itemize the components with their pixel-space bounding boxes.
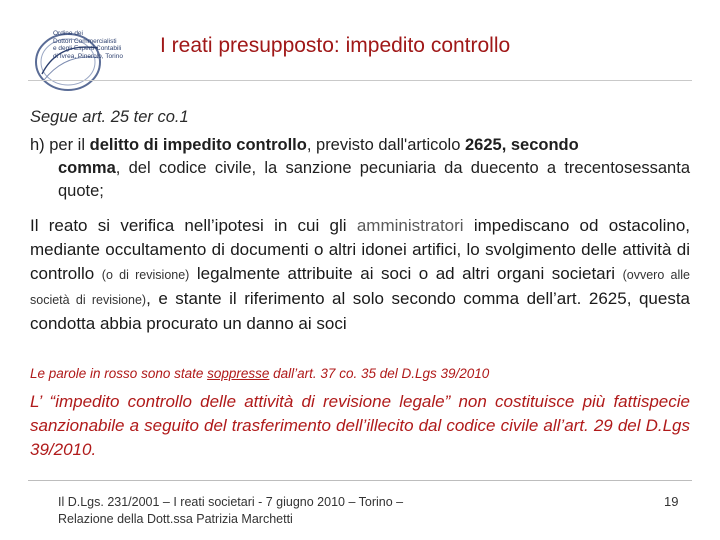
main-text-1: Il reato si verifica nell’ipotesi in cui gli: [30, 216, 357, 235]
logo-text: [53, 30, 153, 60]
red-paragraph: [30, 390, 690, 462]
note-before: Le parole in rosso sono state: [30, 366, 208, 381]
main-text-2: impediscano od ostacolino, mediante occultamento di documenti o altri idonei artifici, lo svolgimento delle attività di controllo: [30, 216, 690, 283]
footer-line-1: Il D.Lgs. 231/2001 – I reati societari - 7 giugno 2010 – Torino –: [58, 495, 404, 509]
main-paragraph: [30, 214, 690, 336]
item-h-bold-comma: comma: [58, 159, 116, 177]
item-h-rest: , del codice civile, la sanzione pecuniaria da duecento a trecentosessanta quote;: [58, 159, 690, 200]
item-h-bold-offense: delitto di impedito controllo: [89, 136, 307, 154]
main-aside-2: (ovvero alle società di revisione): [30, 268, 690, 307]
item-h-mid: , previsto dall'articolo: [306, 136, 465, 154]
main-text-3: legalmente attribuite ai soci o ad altri organi societari: [189, 264, 623, 283]
title-divider: [28, 80, 692, 81]
note-underlined: soppresse: [207, 366, 270, 381]
slide-title: I reati presupposto: impedito controllo: [160, 34, 511, 57]
logo-line: Ordine dei: [53, 30, 83, 37]
item-h-first-line: [30, 134, 690, 157]
logo-line: e degli Esperti Contabili: [53, 45, 122, 53]
subtitle: Segue art. 25 ter co.1: [30, 108, 189, 126]
footer: [58, 494, 403, 528]
item-h-prefix: h) per il: [30, 136, 90, 154]
footer-line-2: Relazione della Dott.ssa Patrizia Marchetti: [58, 512, 293, 526]
red-paragraph-text: L’ “impedito controllo delle attività di revisione legale” non costituisce più fattispecie sanzionabile a seguito del trasferimento dell’illecito dal codice civile all’art. 29 del D.Lgs 39/2010.: [30, 392, 690, 459]
page-number: 19: [664, 494, 679, 509]
main-aside-1: (o di revisione): [101, 268, 190, 282]
note-after: dall’art. 37 co. 35 del D.Lgs 39/2010: [269, 366, 490, 381]
item-h-paragraph: [30, 134, 690, 203]
item-h-bold-article: 2625, secondo: [464, 136, 579, 154]
main-text-4: , e stante il riferimento al solo secondo comma dell’art. 2625, questa condotta abbia procurato un danno ai soci: [30, 289, 691, 333]
logo-line: Dottori Commercialisti: [53, 37, 117, 45]
main-highlight: amministratori: [356, 216, 464, 235]
footer-divider: [28, 480, 692, 481]
logo-line: di Ivrea, Pinerolo, Torino: [53, 52, 123, 60]
note-line: [30, 366, 489, 381]
item-h-continuation: [30, 157, 690, 203]
